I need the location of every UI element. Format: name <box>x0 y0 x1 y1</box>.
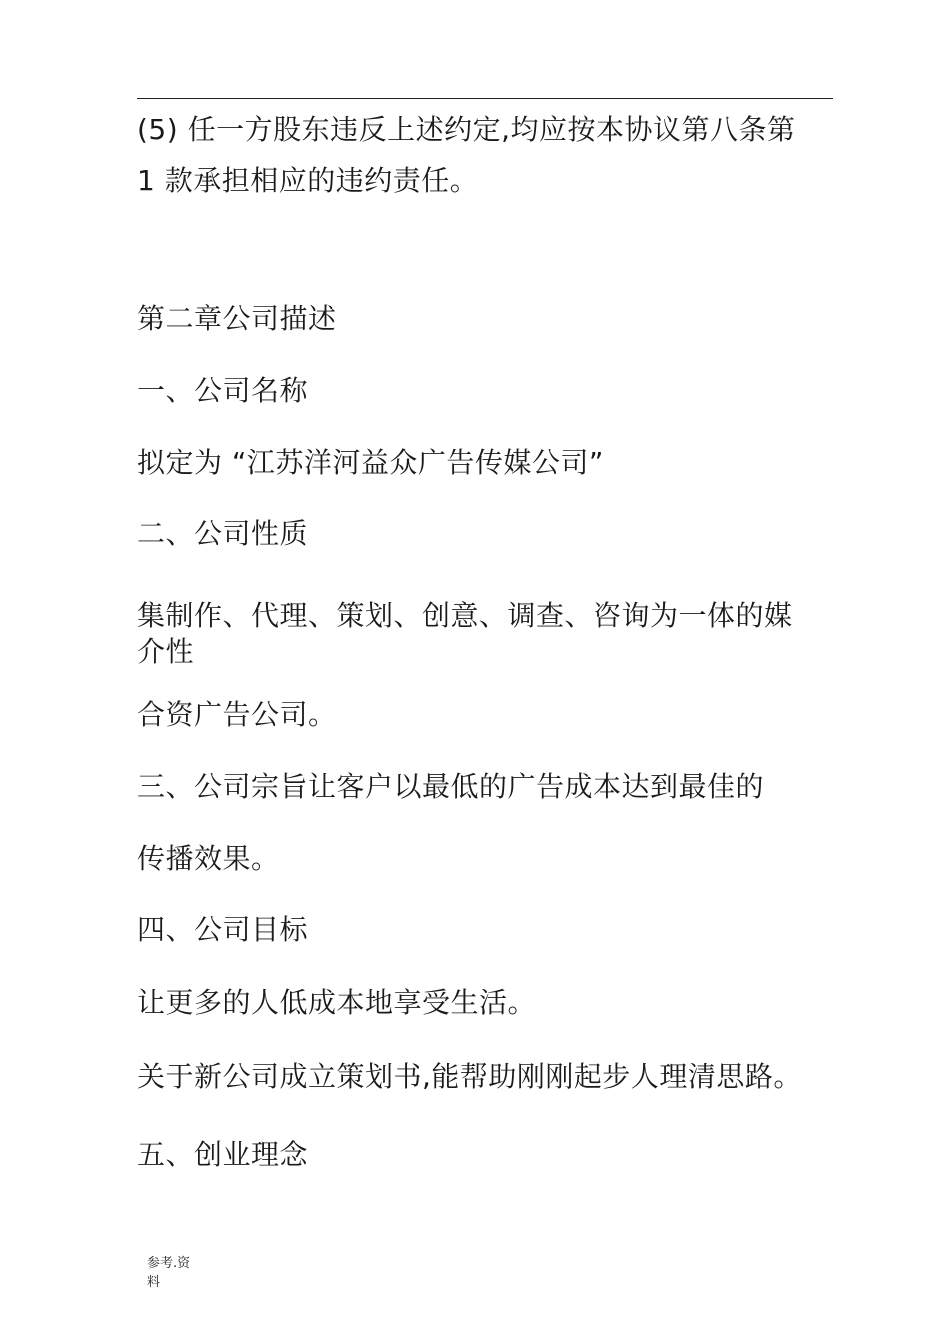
company-nature-line-1: 集制作、代理、策划、创意、调查、咨询为一体的媒 <box>137 599 793 632</box>
header-rule <box>137 98 833 99</box>
section-company-purpose: 三、公司宗旨让客户以最低的广告成本达到最佳的 <box>137 770 765 803</box>
planning-note: 关于新公司成立策划书,能帮助刚刚起步人理清思路。 <box>137 1060 802 1093</box>
chapter-heading: 第二章公司描述 <box>137 302 337 335</box>
clause-5-line-1: (5) 任一方股东违反上述约定,均应按本协议第八条第 <box>137 113 796 146</box>
footer-line-1: 参考.资 <box>147 1256 191 1271</box>
section-company-nature: 二、公司性质 <box>137 517 309 550</box>
section-company-name: 一、公司名称 <box>137 374 309 407</box>
clause-5-line-2: 1 款承担相应的违约责任。 <box>137 164 479 197</box>
company-name-text: 拟定为 “江苏洋河益众广告传媒公司” <box>137 446 604 479</box>
section-business-philosophy: 五、创业理念 <box>137 1138 309 1171</box>
section-company-goal: 四、公司目标 <box>137 913 309 946</box>
footer-line-2: 料 <box>147 1275 161 1290</box>
company-goal-text: 让更多的人低成本地享受生活。 <box>137 986 537 1019</box>
company-nature-line-3: 合资广告公司。 <box>137 698 337 731</box>
company-nature-line-2: 介性 <box>137 635 195 668</box>
page-footer <box>147 1254 207 1292</box>
company-purpose-line-2: 传播效果。 <box>137 842 280 875</box>
